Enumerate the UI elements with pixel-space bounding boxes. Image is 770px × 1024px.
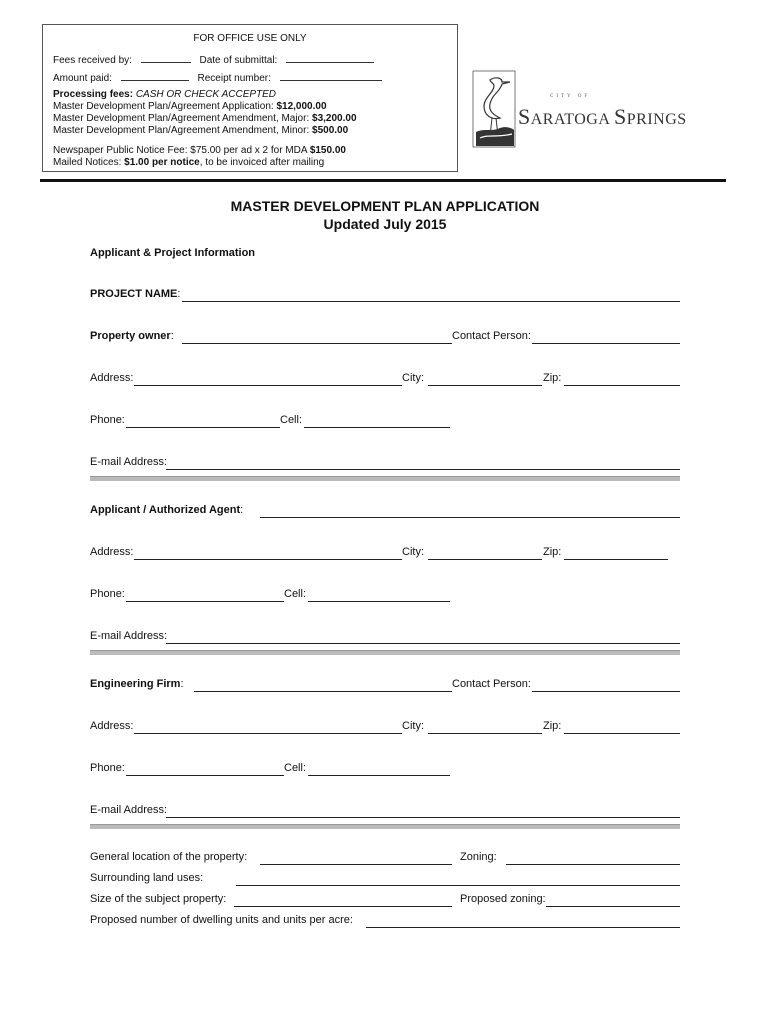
zoning-label: Zoning:: [460, 851, 497, 863]
land-uses-label: Surrounding land uses:: [90, 872, 204, 884]
email-label: E-mail Address:: [90, 804, 168, 816]
project-name-row: [90, 288, 680, 302]
property-owner-row: [90, 330, 680, 344]
applicant-agent-field[interactable]: [260, 517, 680, 518]
zip-label: Zip:: [543, 372, 562, 384]
fee-label: Master Development Plan/Agreement Amendment, Minor:: [53, 125, 310, 136]
agent-phone-field[interactable]: [126, 601, 284, 602]
property-owner-text: Property owner: [90, 330, 171, 342]
section-separator: [90, 650, 680, 655]
land-uses-row: [90, 872, 680, 886]
city-label: City:: [402, 720, 424, 732]
mailed-notices-label: Mailed Notices:: [53, 157, 122, 168]
receipt-number-field[interactable]: [280, 71, 382, 81]
owner-zip-field[interactable]: [564, 385, 680, 386]
logo-city-of: CITY OF: [550, 94, 591, 99]
engineering-address-field[interactable]: [134, 733, 402, 734]
newspaper-fee-amount: $150.00: [309, 145, 346, 156]
address-label: Address:: [90, 372, 134, 384]
email-label: E-mail Address:: [90, 456, 168, 468]
applicant-agent-label: [90, 504, 243, 516]
applicant-agent-text: Applicant / Authorized Agent: [90, 504, 241, 516]
engineering-phone-row: [90, 762, 680, 776]
owner-email-row: [90, 456, 680, 470]
processing-fees-note: CASH OR CHECK ACCEPTED: [135, 89, 277, 100]
city-label: City:: [402, 546, 424, 558]
cell-label: Cell:: [280, 414, 303, 426]
contact-person-label: Contact Person:: [452, 678, 531, 690]
phone-label: Phone:: [90, 762, 125, 774]
fee-amount: $3,200.00: [312, 113, 357, 124]
project-name-field[interactable]: [182, 301, 680, 302]
engineering-address-row: [90, 720, 680, 734]
mailed-notices-suffix: , to be invoiced after mailing: [199, 157, 325, 168]
owner-email-field[interactable]: [166, 469, 680, 470]
cell-label: Cell:: [284, 762, 307, 774]
amount-paid-row: [53, 71, 382, 85]
engineering-phone-field[interactable]: [126, 775, 284, 776]
project-name-text: PROJECT NAME: [90, 288, 178, 300]
address-label: Address:: [90, 546, 134, 558]
agent-cell-field[interactable]: [308, 601, 450, 602]
owner-address-row: [90, 372, 680, 386]
section-separator: [90, 824, 680, 829]
owner-address-field[interactable]: [134, 385, 402, 386]
cell-label: Cell:: [284, 588, 307, 600]
address-label: Address:: [90, 720, 134, 732]
newspaper-fee-row: [53, 145, 346, 157]
engineering-firm-text: Engineering Firm: [90, 678, 181, 690]
agent-address-field[interactable]: [134, 559, 402, 560]
proposed-zoning-field[interactable]: [546, 906, 680, 907]
form-title: MASTER DEVELOPMENT PLAN APPLICATION: [230, 198, 540, 214]
property-size-row: [90, 893, 680, 907]
property-size-label: Size of the subject property:: [90, 893, 227, 905]
fee-amount: $500.00: [312, 125, 349, 136]
agent-address-row: [90, 546, 680, 560]
amount-paid-label: Amount paid:: [53, 73, 112, 84]
processing-fees-label: Processing fees:: [53, 89, 134, 100]
dwelling-units-field[interactable]: [366, 927, 680, 928]
general-location-row: [90, 851, 680, 865]
proposed-zoning-label: Proposed zoning:: [460, 893, 546, 905]
header-rule: [40, 179, 726, 182]
dwelling-units-row: [90, 914, 680, 928]
mailed-notices-amount: $1.00 per notice: [124, 157, 200, 168]
fee-amount: $12,000.00: [276, 101, 327, 112]
saratoga-springs-logo: [472, 70, 732, 150]
logo-letter: S: [614, 104, 627, 129]
mailed-notices-row: [53, 157, 324, 169]
agent-zip-field[interactable]: [564, 559, 668, 560]
owner-city-field[interactable]: [428, 385, 542, 386]
property-size-field[interactable]: [234, 906, 452, 907]
fees-received-row: [53, 53, 374, 67]
engineering-email-field[interactable]: [166, 817, 680, 818]
contact-person-label: Contact Person:: [452, 330, 531, 342]
applicant-agent-row: [90, 504, 680, 518]
fee-row-major: [53, 113, 357, 125]
email-label: E-mail Address:: [90, 630, 168, 642]
amount-paid-field[interactable]: [121, 71, 189, 81]
zoning-field[interactable]: [506, 864, 680, 865]
owner-phone-row: [90, 414, 680, 428]
phone-label: Phone:: [90, 414, 125, 426]
engineering-firm-row: [90, 678, 680, 692]
zip-label: Zip:: [543, 546, 562, 558]
section-label: Applicant & Project Information: [90, 247, 256, 259]
colon: :: [177, 288, 181, 300]
land-uses-field[interactable]: [236, 885, 680, 886]
property-owner-field[interactable]: [182, 343, 452, 344]
agent-email-row: [90, 630, 680, 644]
fee-row-minor: [53, 125, 348, 137]
owner-phone-field[interactable]: [126, 427, 280, 428]
newspaper-fee-label: Newspaper Public Notice Fee: $75.00 per ad x 2 for MDA: [53, 145, 308, 156]
receipt-number-label: Receipt number:: [197, 73, 271, 84]
colon: :: [180, 678, 184, 690]
engineering-firm-label: [90, 678, 184, 690]
dwelling-units-label: Proposed number of dwelling units and units per acre:: [90, 914, 353, 926]
form-subtitle: Updated July 2015: [323, 216, 447, 232]
fee-row-application: [53, 101, 327, 113]
logo-letter: S: [518, 104, 531, 129]
colon: :: [170, 330, 174, 342]
owner-cell-field[interactable]: [304, 427, 450, 428]
engineering-firm-field[interactable]: [194, 691, 452, 692]
logo-word: PRINGS: [626, 111, 687, 128]
logo-word: ARATOGA: [530, 111, 610, 128]
colon: :: [240, 504, 244, 516]
zip-label: Zip:: [543, 720, 562, 732]
agent-city-field[interactable]: [428, 559, 542, 560]
date-submittal-field[interactable]: [286, 53, 374, 63]
fees-received-label: Fees received by:: [53, 55, 132, 66]
agent-email-field[interactable]: [166, 643, 680, 644]
date-submittal-label: Date of submittal:: [199, 55, 278, 66]
engineering-email-row: [90, 804, 680, 818]
general-location-field[interactable]: [260, 864, 452, 865]
engineering-city-field[interactable]: [428, 733, 542, 734]
heron-icon: [472, 70, 518, 150]
office-use-title: FOR OFFICE USE ONLY: [193, 33, 307, 44]
city-label: City:: [402, 372, 424, 384]
general-location-label: General location of the property:: [90, 851, 248, 863]
engineering-contact-person-field[interactable]: [532, 691, 680, 692]
fees-received-field[interactable]: [141, 53, 191, 63]
fee-label: Master Development Plan/Agreement Amendment, Major:: [53, 113, 310, 124]
engineering-zip-field[interactable]: [564, 733, 680, 734]
fee-label: Master Development Plan/Agreement Application:: [53, 101, 274, 112]
property-owner-label: [90, 330, 174, 342]
agent-phone-row: [90, 588, 680, 602]
engineering-cell-field[interactable]: [308, 775, 450, 776]
owner-contact-person-field[interactable]: [532, 343, 680, 344]
processing-fees-row: [53, 89, 276, 101]
office-use-box: [42, 24, 458, 172]
logo-wordmark: [518, 104, 687, 130]
section-separator: [90, 476, 680, 481]
project-name-label: [90, 288, 180, 300]
phone-label: Phone:: [90, 588, 125, 600]
